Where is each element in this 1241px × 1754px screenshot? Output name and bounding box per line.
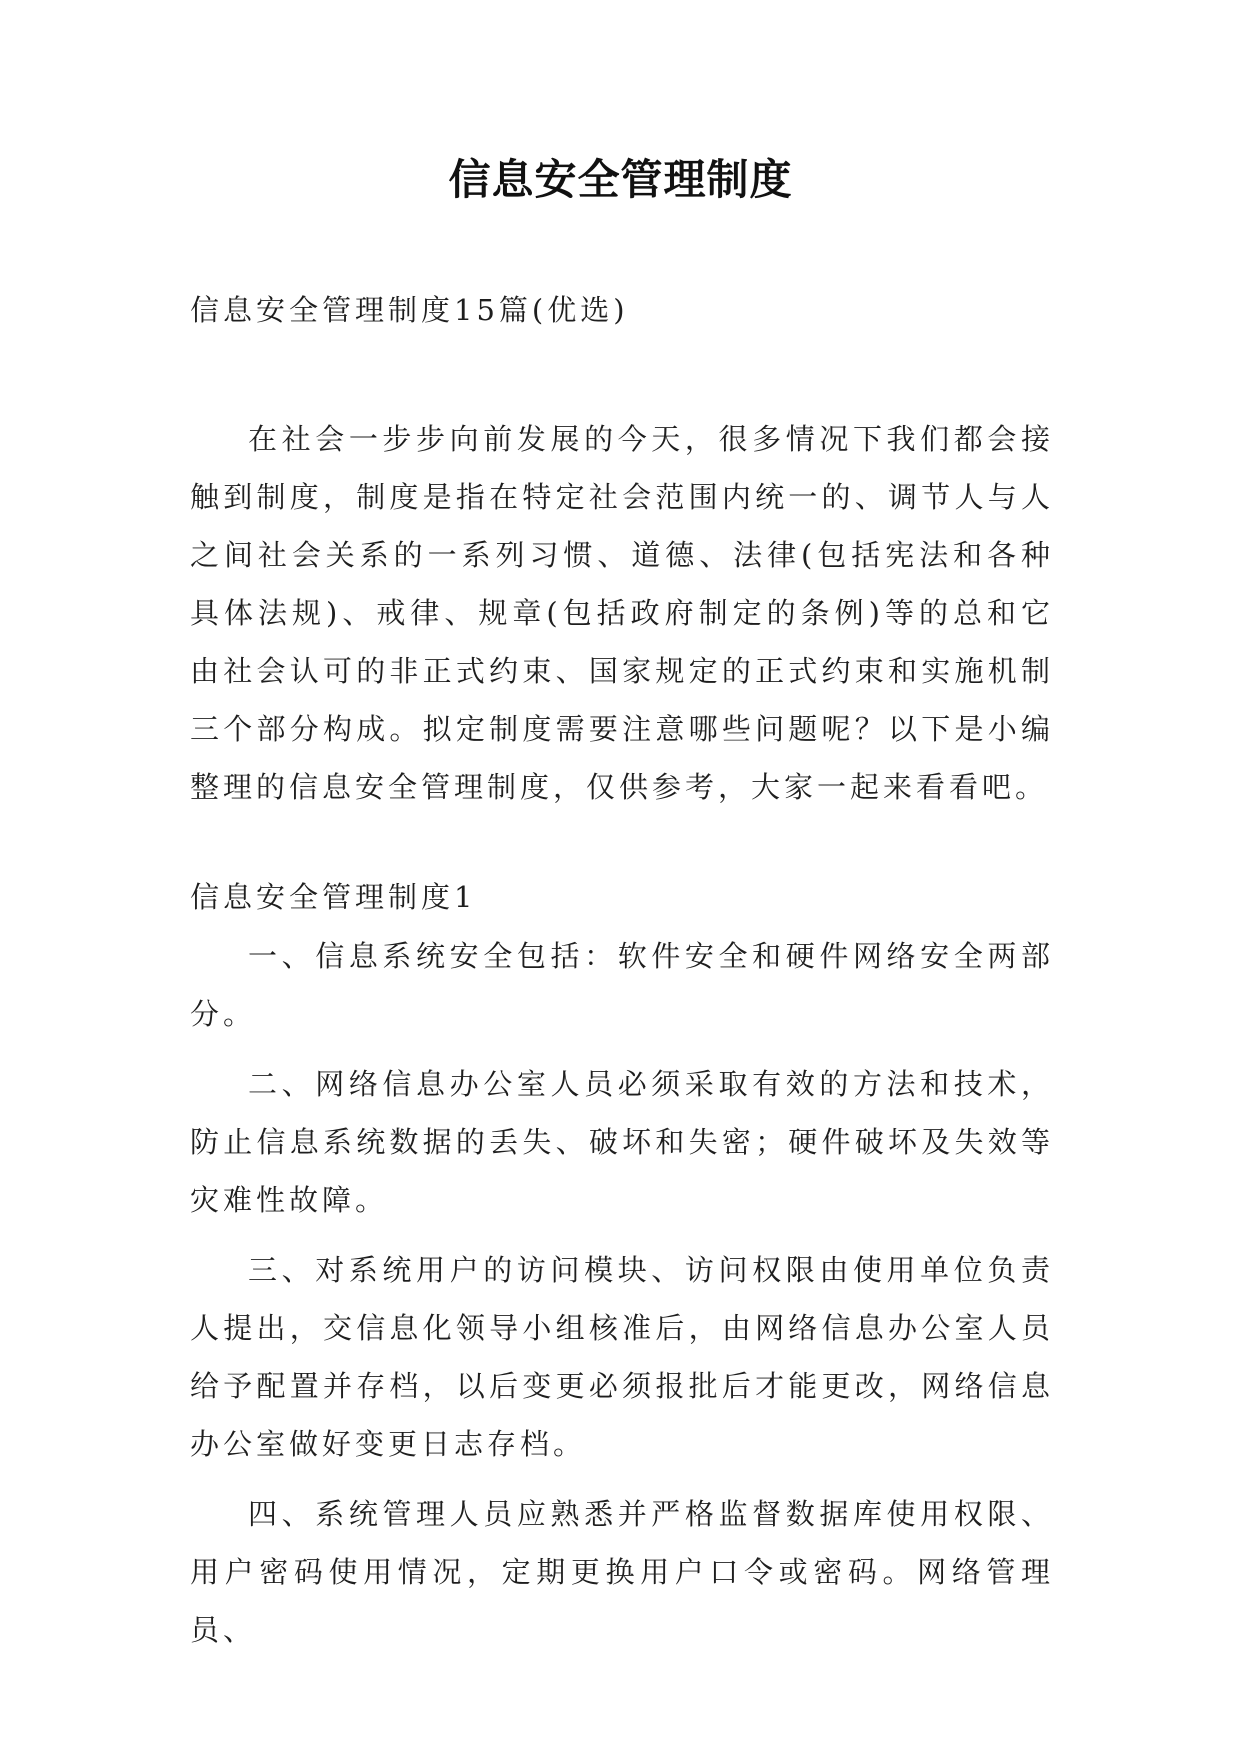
section-body — [190, 927, 1054, 1659]
section-paragraph-1: 一、信息系统安全包括：软件安全和硬件网络安全两部分。 — [190, 939, 1054, 1031]
section-paragraph-4: 四、系统管理人员应熟悉并严格监督数据库使用权限、用户密码使用情况，定期更换用户口令或密码。网络管理员、 — [190, 1497, 1054, 1647]
section-paragraph-3: 三、对系统用户的访问模块、访问权限由使用单位负责人提出，交信息化领导小组核准后，由网络信息办公室人员给予配置并存档，以后变更必须报批后才能更改，网络信息办公室做好变更日志存档。 — [190, 1253, 1054, 1461]
intro-paragraph: 在社会一步步向前发展的今天，很多情况下我们都会接触到制度，制度是指在特定社会范围内统一的、调节人与人之间社会关系的一系列习惯、道德、法律(包括宪法和各种具体法规)、戒律、规章(包括政府制定的条例)等的总和它由社会认可的非正式约束、国家规定的正式约束和实施机制三个部分构成。拟定制度需要注意哪些问题呢？以下是小编整理的信息安全管理制度，仅供参考，大家一起来看看吧。 — [190, 422, 1054, 804]
intro-block — [190, 410, 1054, 816]
section-paragraph-2: 二、网络信息办公室人员必须采取有效的方法和技术，防止信息系统数据的丢失、破坏和失密；硬件破坏及失效等灾难性故障。 — [190, 1067, 1054, 1217]
section-heading: 信息安全管理制度1 — [190, 880, 477, 914]
document-title: 信息安全管理制度 — [448, 155, 793, 204]
document-subtitle: 信息安全管理制度15篇(优选) — [190, 293, 629, 327]
